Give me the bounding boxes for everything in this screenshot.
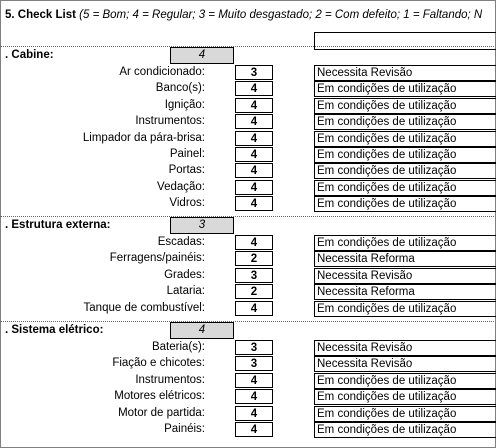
item-score[interactable]: 3 <box>235 65 273 80</box>
section-divider <box>0 321 494 322</box>
item-label: Escadas: <box>157 236 205 248</box>
item-label: Painéis: <box>164 423 205 435</box>
item-status[interactable]: Necessita Revisão <box>314 340 496 356</box>
item-label: Banco(s): <box>155 82 205 95</box>
item-status[interactable]: Em condições de utilização <box>314 301 496 317</box>
checklist-legend: (5 = Bom; 4 = Regular; 3 = Muito desgastado; 2 = Com defeito; 1 = Faltando; N <box>79 9 483 21</box>
checklist-heading: 5. Check List <box>5 9 76 21</box>
item-label: Instrumentos: <box>135 115 205 128</box>
item-status[interactable]: Em condições de utilização <box>314 114 496 130</box>
item-label: Painel: <box>169 148 205 160</box>
section-title: . Estrutura externa: <box>5 219 111 231</box>
section-title: . Cabine: <box>5 49 54 61</box>
item-status[interactable]: Em condições de utilização <box>314 131 496 147</box>
item-status[interactable]: Em condições de utilização <box>314 406 496 422</box>
section-divider <box>0 216 494 217</box>
item-score[interactable]: 4 <box>235 196 273 211</box>
item-score[interactable]: 4 <box>235 373 273 388</box>
item-status[interactable]: Em condições de utilização <box>314 98 496 114</box>
item-score[interactable]: 4 <box>235 114 273 129</box>
item-label: Vedação: <box>157 180 205 193</box>
item-score[interactable]: 2 <box>235 251 273 266</box>
item-status[interactable]: Necessita Reforma <box>314 251 496 267</box>
item-label: Fiação e chicotes: <box>112 357 205 370</box>
item-label: Ar condicionado: <box>119 66 205 78</box>
item-label: Ferragens/painéis: <box>109 252 205 265</box>
item-score[interactable]: 4 <box>235 98 273 113</box>
item-status[interactable]: Em condições de utilização <box>314 180 496 196</box>
item-score[interactable]: 4 <box>235 389 273 404</box>
item-status[interactable]: Em condições de utilização <box>314 373 496 389</box>
section-score[interactable]: 4 <box>170 47 234 64</box>
item-score[interactable]: 3 <box>235 268 273 283</box>
item-score[interactable]: 4 <box>235 147 273 162</box>
item-label: Motores elétricos: <box>114 390 205 403</box>
item-score[interactable]: 4 <box>235 406 273 421</box>
section-divider <box>0 46 494 47</box>
item-status[interactable]: Em condições de utilização <box>314 196 496 212</box>
item-label: Grades: <box>164 268 205 281</box>
item-label: Portas: <box>168 164 205 177</box>
item-label: Limpador da pára-brisa: <box>82 131 205 144</box>
item-score[interactable]: 4 <box>235 81 273 96</box>
section-title: . Sistema elétrico: <box>5 324 104 336</box>
section-score[interactable]: 4 <box>170 322 234 339</box>
item-score[interactable]: 2 <box>235 284 273 299</box>
item-score[interactable]: 4 <box>235 131 273 146</box>
item-label: Bateria(s): <box>151 341 205 353</box>
item-score[interactable]: 4 <box>235 422 273 437</box>
item-status[interactable]: Em condições de utilização <box>314 163 496 179</box>
item-score[interactable]: 4 <box>235 180 273 195</box>
item-label: Instrumentos: <box>135 373 205 386</box>
item-score[interactable]: 4 <box>235 301 273 316</box>
item-status[interactable]: Necessita Revisão <box>314 268 496 284</box>
item-status[interactable]: Em condições de utilização <box>314 389 496 405</box>
item-label: Ignição: <box>164 98 205 111</box>
checklist-title <box>5 9 482 21</box>
item-status[interactable]: Em condições de utilização <box>314 147 496 163</box>
item-status[interactable]: Em condições de utilização <box>314 235 496 251</box>
observation-field[interactable] <box>314 32 496 50</box>
item-status[interactable]: Necessita Reforma <box>314 284 496 300</box>
item-status[interactable]: Em condições de utilização <box>314 422 496 438</box>
item-status[interactable]: Necessita Revisão <box>314 356 496 372</box>
item-score[interactable]: 3 <box>235 356 273 371</box>
item-label: Tanque de combustível: <box>83 301 205 314</box>
item-status[interactable]: Em condições de utilização <box>314 81 496 97</box>
item-label: Vidros: <box>169 197 205 210</box>
section-score[interactable]: 3 <box>170 217 234 234</box>
item-score[interactable]: 4 <box>235 235 273 250</box>
item-score[interactable]: 3 <box>235 340 273 355</box>
item-status[interactable]: Necessita Revisão <box>314 65 496 81</box>
item-label: Lataria: <box>166 285 205 298</box>
item-label: Motor de partida: <box>118 406 205 419</box>
item-score[interactable]: 4 <box>235 163 273 178</box>
